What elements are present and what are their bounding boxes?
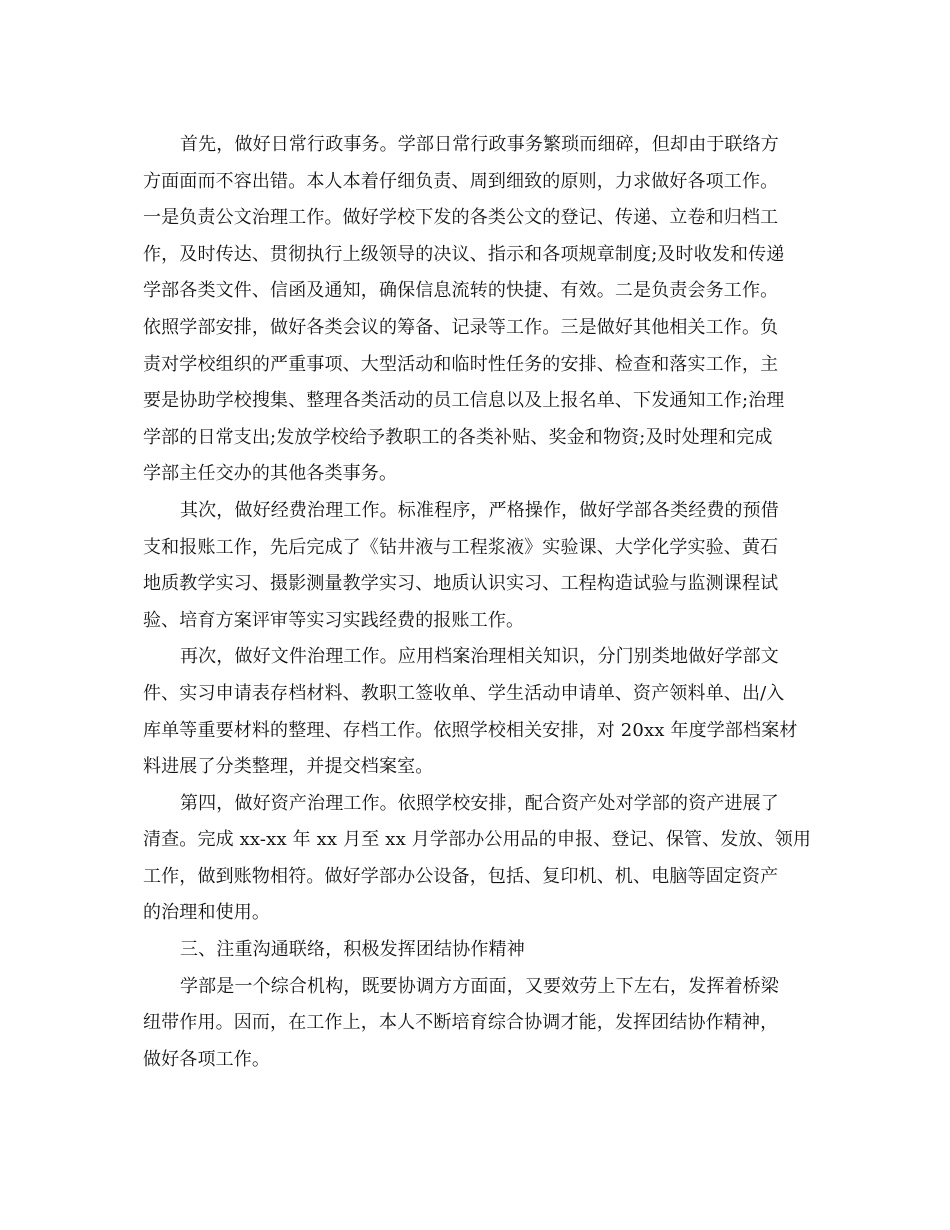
text-line: 学部的日常支出;发放学校给予教职工的各类补贴、奖金和物资;及时处理和完成: [143, 426, 773, 448]
text-line: 件、实习申请表存档材料、教职工签收单、学生活动申请单、资产领料单、出/入: [143, 682, 785, 704]
text-line: 支和报账工作，先后完成了《钻井液与工程浆液》实验课、大学化学实验、黄石: [143, 536, 779, 558]
text-line: 学部是一个综合机构，既要协调方方面面，又要效劳上下左右，发挥着桥梁: [180, 975, 779, 997]
text-line: 学部主任交办的其他各类事务。: [143, 463, 398, 485]
text-line: 要是协助学校搜集、整理各类活动的员工信息以及上报名单、下发通知工作;治理: [143, 390, 785, 412]
text-line: 的治理和使用。: [143, 902, 271, 924]
text-line: 再次，做好文件治理工作。应用档案治理相关知识，分门别类地做好学部文: [180, 646, 779, 668]
text-line: 责对学校组织的严重事项、大型活动和临时性任务的安排、检查和落实工作，主: [143, 353, 779, 375]
text-line: 做好各项工作。: [143, 1048, 271, 1070]
text-line: 库单等重要材料的整理、存档工作。依照学校相关安排，对 20xx 年度学部档案材: [143, 719, 798, 741]
text-line: 第四，做好资产治理工作。依照学校安排，配合资产处对学部的资产进展了: [180, 792, 779, 814]
text-line: 一是负责公文治理工作。做好学校下发的各类公文的登记、传递、立卷和归档工: [143, 207, 779, 229]
text-line: 依照学部安排，做好各类会议的筹备、记录等工作。三是做好其他相关工作。负: [143, 316, 779, 338]
text-line: 首先，做好日常行政事务。学部日常行政事务繁琐而细碎，但却由于联络方: [180, 134, 779, 155]
text-line: 工作，做到账物相符。做好学部办公设备，包括、复印机、机、电脑等固定资产: [143, 865, 779, 887]
text-line: 学部各类文件、信函及通知，确保信息流转的快捷、有效。二是负责会务工作。: [143, 280, 779, 302]
text-line: 验、培育方案评审等实习实践经费的报账工作。: [143, 609, 525, 631]
text-line: 三、注重沟通联络，积极发挥团结协作精神: [180, 939, 525, 961]
document-body: [143, 127, 813, 1078]
text-line: 地质教学实习、摄影测量教学实习、地质认识实习、工程构造试验与监测课程试: [143, 573, 779, 595]
text-line: 作，及时传达、贯彻执行上级领导的决议、指示和各项规章制度;及时收发和传递: [143, 243, 785, 265]
text-line: 纽带作用。因而，在工作上，本人不断培育综合协调才能，发挥团结协作精神，: [143, 1012, 779, 1034]
text-line: 料进展了分类整理，并提交档案室。: [143, 756, 434, 778]
text-line: 清查。完成 xx-xx 年 xx 月至 xx 月学部办公用品的申报、登记、保管、发放、领用: [143, 829, 812, 851]
text-line: 方面面而不容出错。本人本着仔细负责、周到细致的原则，力求做好各项工作。: [143, 170, 779, 192]
text-line: 其次，做好经费治理工作。标准程序，严格操作，做好学部各类经费的预借: [180, 499, 779, 521]
